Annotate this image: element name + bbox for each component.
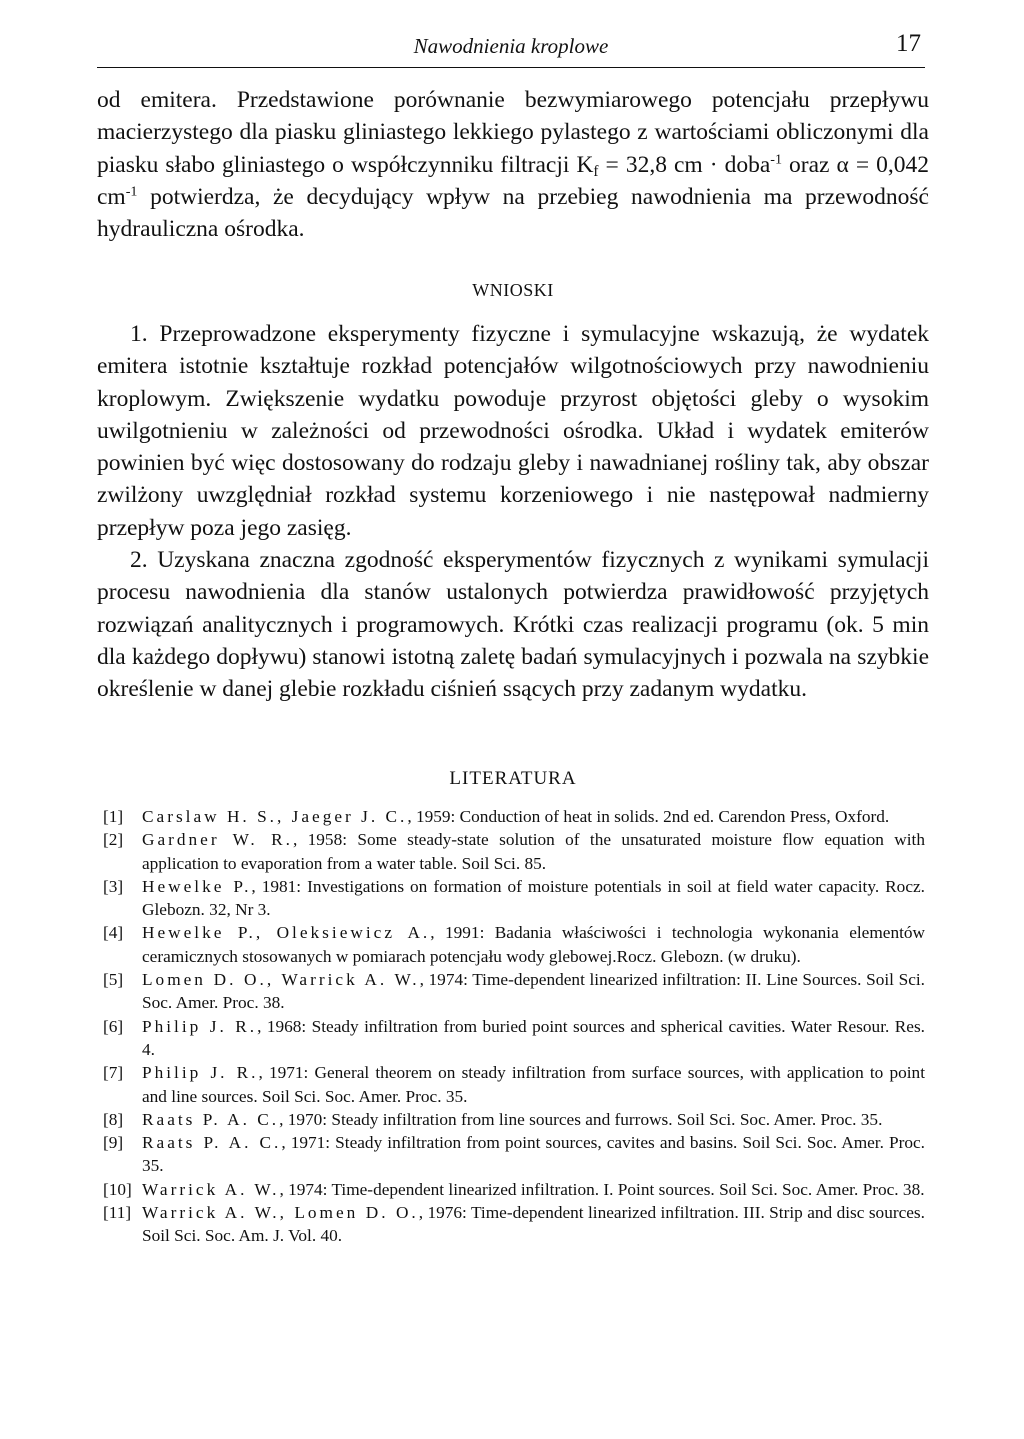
reference-author: Raats P. A. C. (142, 1109, 280, 1129)
running-header (97, 30, 925, 64)
header-rule (97, 67, 925, 68)
literatura-heading: LITERATURA (449, 768, 577, 789)
reference-text: , 1970: Steady infiltration from line sources and furrows. Soil Sci. Soc. Amer. Proc. 35. (279, 1109, 883, 1129)
reference-text: , 1976: Time-dependent linearized infiltration. III. Strip and disc sources. Soil Sci. Soc. Am. J. Vol. 40. (142, 1203, 925, 1246)
intro-paragraph (97, 84, 929, 245)
intro-text-part1: od emitera. Przedstawione porównanie bezwymiarowego potencjału przepływu macierzystego dla piasku gliniastego lekkiego pylastego z wartościami obliczonymi dla piasku słabo gliniastego o współczynniku filtracji K (97, 87, 929, 178)
reference-item (103, 1061, 925, 1108)
reference-item (103, 1178, 925, 1201)
reference-number: [6] (103, 1016, 124, 1036)
conclusion-2: 2. Uzyskana znaczna zgodność eksperymentów fizycznych z wynikami symulacji procesu nawodnienia dla stanów ustalonych potwierdza prawidłowość przyjętych rozwiązań analitycznych i programowych. Krótki czas realizacji programu (ok. 5 min dla każdego dopływu) stanowi istotną zaletę badań symulacyjnych i pozwala na szybkie określenie w danej glebie rozkładu ciśnień ssących przy zadanym wydatku. (97, 547, 929, 703)
reference-text: , 1958: Some steady-state solution of the unsaturated moisture flow equation with application to evaporation from a water table. Soil Sci. 85. (142, 830, 925, 873)
reference-number: [5] (103, 970, 124, 990)
wnioski-heading: WNIOSKI (472, 280, 554, 300)
reference-text: , 1959: Conduction of heat in solids. 2nd ed. Carendon Press, Oxford. (407, 807, 890, 826)
reference-text: , 1971: General theorem on steady infiltration from surface sources, with application to point and line sources. Soil Sci. Soc. Amer. Proc. 35. (142, 1063, 925, 1106)
reference-author: Raats P. A. C. (142, 1133, 282, 1153)
reference-item (103, 1108, 925, 1131)
reference-author: Warrick A. W. (142, 1179, 280, 1199)
reference-item (103, 805, 925, 828)
intro-text-part2: = 32,8 cm · doba (598, 151, 771, 178)
reference-author: Carslaw H. S., Jaeger J. C. (142, 807, 408, 826)
running-title: Nawodnienia kroplowe (413, 34, 609, 58)
reference-text: , 1991: Badania właściwości i technologia wykonania elementów ceramicznych stosowanych w pomiarach potencjału wody glebowej.Rocz. Glebozn. (w druku). (142, 923, 926, 966)
reference-author: Warrick A. W., Lomen D. O. (142, 1203, 419, 1223)
kf-subscript: f (593, 162, 599, 180)
reference-text: , 1974: Time-dependent linearized infiltration. I. Point sources. Soil Sci. Soc. Amer. Proc. 38. (279, 1179, 925, 1199)
reference-text: , 1971: Steady infiltration from point sources, cavites and basins. Soil Sci. Soc. Amer. Proc. 35. (142, 1133, 926, 1176)
reference-number: [11] (103, 1203, 132, 1223)
reference-author: Philip J. R. (142, 1063, 259, 1083)
reference-number: [7] (103, 1063, 124, 1083)
reference-author: Philip J. R. (142, 1016, 258, 1036)
intro-text-part4: potwierdza, że decydujący wpływ na przebieg nawodnienia ma przewodność hydrauliczna ośrodka. (97, 183, 929, 243)
reference-author: Hewelke P. (142, 876, 252, 896)
intro-text-part3: oraz α = 0,042 cm (97, 151, 929, 210)
reference-number: [9] (103, 1133, 124, 1153)
conclusions (97, 318, 929, 706)
reference-item (103, 921, 925, 968)
reference-list (103, 805, 925, 1248)
reference-number: [2] (103, 830, 124, 850)
reference-item (103, 1201, 925, 1248)
reference-author: Lomen D. O., Warrick A. W. (142, 970, 420, 990)
doba-exponent: -1 (770, 151, 782, 168)
reference-item (103, 828, 925, 875)
reference-number: [8] (103, 1109, 124, 1129)
conclusion-1: 1. Przeprowadzone eksperymenty fizyczne i symulacyjne wskazują, że wydatek emitera istotnie kształtuje rozkład potencjałów wilgotnościowych przy nawodnieniu kroplowym. Zwiększenie wydatku powoduje przyrost objętości gleby o wysokim uwilgotnieniu w zależności od przewodności ośrodka. Układ i wydatek emiterów powinien być więc dostosowany do rodzaju gleby i nawadnianej rośliny tak, aby obszar zwilżony uwzględniał rozkład systemu korzeniowego i nie następował nadmierny przepływ poza jego zasięg. (97, 321, 929, 541)
cm-exponent: -1 (125, 183, 138, 200)
reference-item (103, 968, 925, 1015)
reference-item (103, 1015, 925, 1062)
page-number: 17 (896, 30, 921, 57)
reference-author: Gardner W. R. (142, 830, 293, 850)
reference-number: [4] (103, 923, 124, 943)
reference-text: , 1974: Time-dependent linearized infiltration: II. Line Sources. Soil Sci. Soc. Amer. Proc. 38. (142, 970, 925, 1013)
reference-number: [10] (103, 1179, 132, 1199)
reference-text: , 1981: Investigations on formation of moisture potentials in soil at field water capacity. Rocz. Glebozn. 32, Nr 3. (142, 876, 925, 920)
reference-item (103, 875, 925, 922)
reference-text: , 1968: Steady infiltration from buried point sources and spherical cavities. Water Resour. Res. 4. (142, 1016, 925, 1059)
reference-item (103, 1131, 925, 1178)
reference-number: [3] (103, 876, 124, 896)
reference-author: Hewelke P., Oleksiewicz A. (142, 923, 431, 943)
reference-number: [1] (103, 807, 124, 826)
